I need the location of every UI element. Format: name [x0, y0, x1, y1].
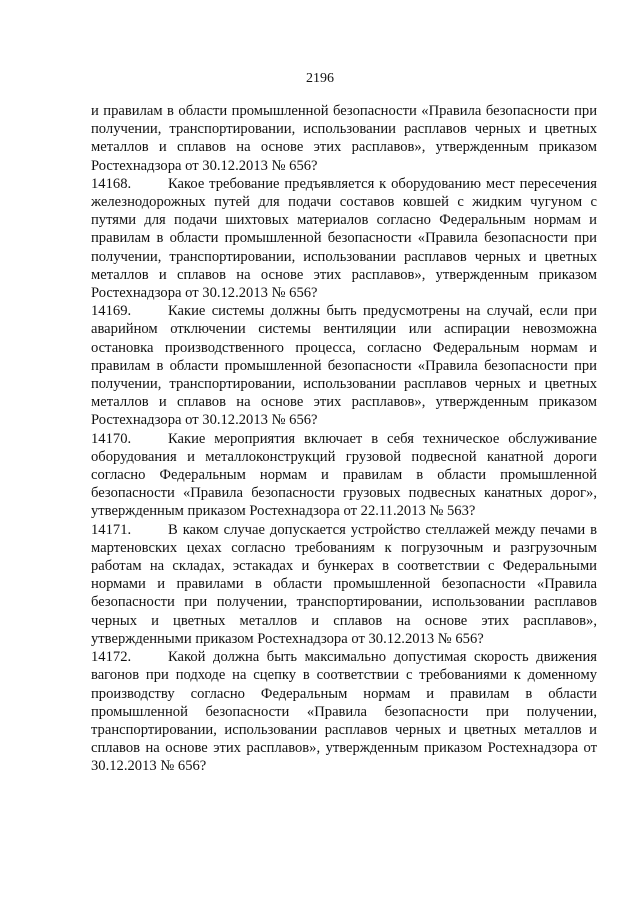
question-item — [91, 521, 597, 648]
page-number: 2196 — [306, 71, 334, 86]
question-number: 14170. — [91, 430, 132, 447]
question-item — [91, 175, 597, 302]
question-text: Какие мероприятия включает в себя техническое обслуживание оборудования и металлоконструкций грузовой подвесной канатной дороги согласно Федеральным нормам и правилам в области промышленной безопасности «Правила безопасности грузовых подвесных канатных дорог», утвержденным приказом Ростехнадзора от 22.11.2013 № 563? — [91, 430, 597, 520]
question-text: Какое требование предъявляется к оборудованию мест пересечения железнодорожных путей для подачи составов ковшей с жидким чугуном с путями для подачи шихтовых материалов согласно Федеральным нормам и правилам в области промышленной безопасности «Правила безопасности при получении, транспортировании, использовании расплавов черных и цветных металлов и сплавов на основе этих расплавов», утвержденным приказом Ростехнадзора от 30.12.2013 № 656? — [91, 175, 597, 302]
question-item — [91, 302, 597, 429]
intro-paragraph: и правилам в области промышленной безопасности «Правила безопасности при получении, транспортировании, использовании расплавов черных и цветных металлов и сплавов на основе этих расплавов», утвержденным приказом Ростехнадзора от 30.12.2013 № 656? — [91, 103, 597, 174]
document-body — [91, 102, 597, 776]
question-item — [91, 648, 597, 775]
question-item — [91, 430, 597, 521]
question-text: Какой должна быть максимально допустимая скорость движения вагонов при подходе на сцепку в соответствии с требованиями к доменному производству согласно Федеральным нормам и правилам в области промышленной безопасности «Правила безопасности при получении, транспортировании, использовании расплавов черных и цветных металлов и сплавов на основе этих расплавов», утвержденным приказом Ростехнадзора от 30.12.2013 № 656? — [91, 649, 597, 775]
question-number: 14171. — [91, 521, 132, 538]
question-number: 14172. — [91, 649, 132, 666]
question-text: Какие системы должны быть предусмотрены на случай, если при аварийном отключении системы вентиляции или аспирации невозможна остановка производственного процесса, согласно Федеральным нормам и правилам в области промышленной безопасности «Правила безопасности при получении, транспортировании, использовании расплавов черных и цветных металлов и сплавов на основе этих расплавов», утвержденным приказом Ростехнадзора от 30.12.2013 № 656? — [91, 303, 597, 429]
question-number: 14168. — [91, 175, 132, 192]
question-number: 14169. — [91, 303, 132, 320]
question-text: В каком случае допускается устройство стеллажей между печами в мартеновских цехах согласно требованиям к погрузочным и разгрузочным работам на складах, эстакадах и бункерах в соответствии с Федеральными нормами и правилами в области промышленной безопасности «Правила безопасности при получении, транспортировании, использовании расплавов черных и цветных металлов и сплавов на основе этих расплавов», утвержденными приказом Ростехнадзора от 30.12.2013 № 656? — [91, 521, 597, 647]
